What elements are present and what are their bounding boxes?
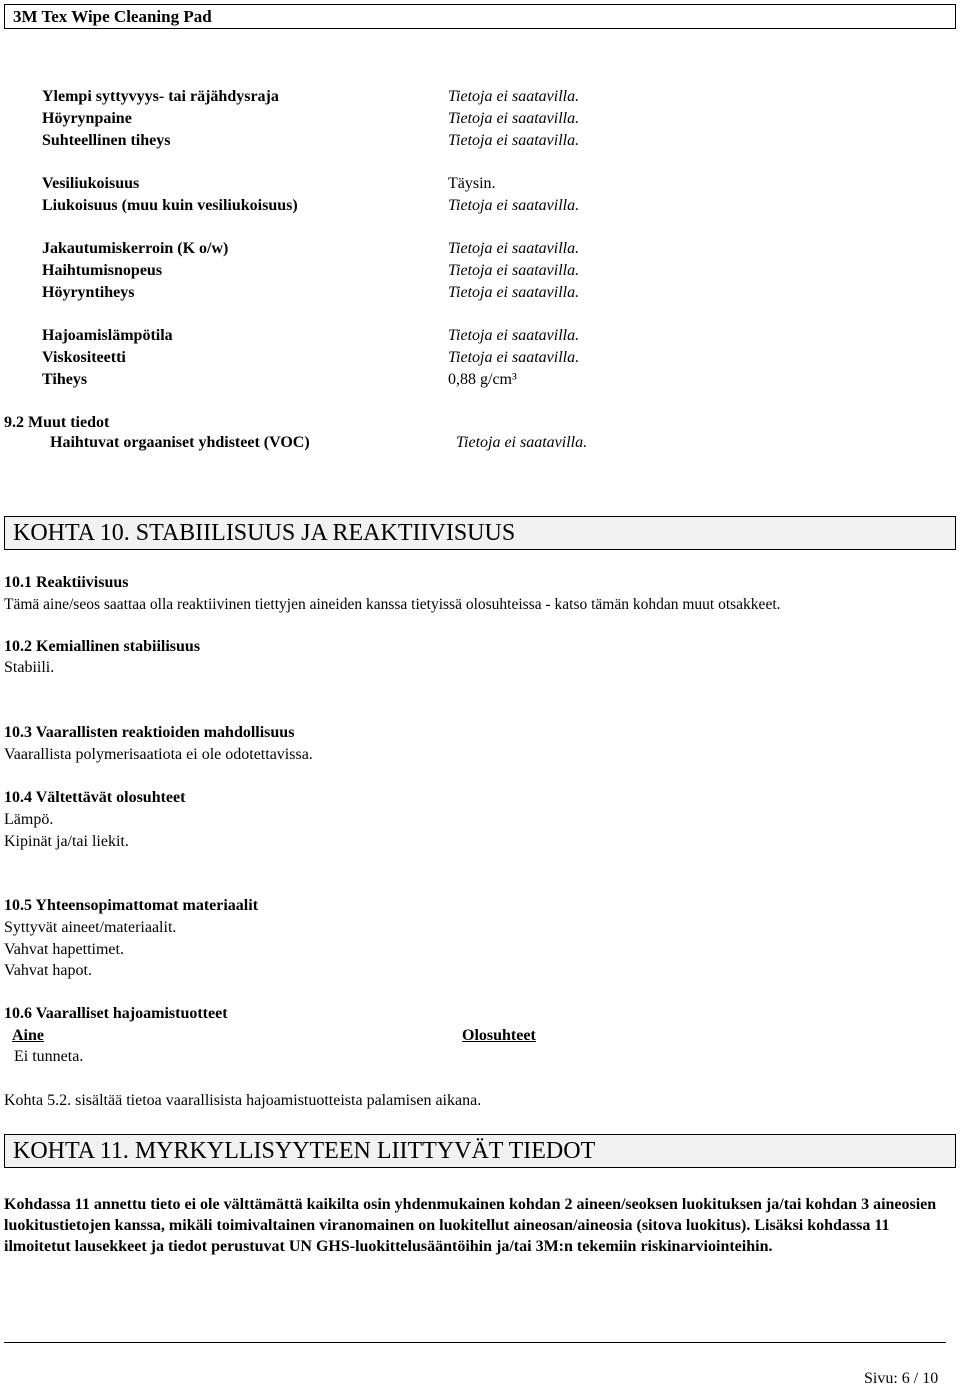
property-label: Vesiliukoisuus xyxy=(42,175,140,192)
decomposition-row: Ei tunneta. xyxy=(14,1048,84,1065)
property-value: Tietoja ei saatavilla. xyxy=(448,88,580,105)
property-label: Jakautumiskerroin (K o/w) xyxy=(42,240,229,257)
section-11-title: KOHTA 11. MYRKYLLISYYTEEN LIITTYVÄT TIEDOT xyxy=(13,1138,596,1164)
property-value: Tietoja ei saatavilla. xyxy=(448,197,580,214)
subsection-heading-9-2: 9.2 Muut tiedot xyxy=(4,414,110,431)
section-10-title: KOHTA 10. STABIILISUUS JA REAKTIIVISUUS xyxy=(13,520,516,546)
section-11-header xyxy=(4,1134,956,1168)
condition-item: Lämpö. xyxy=(4,811,54,828)
material-item: Vahvat hapettimet. xyxy=(4,941,124,958)
property-value: Tietoja ei saatavilla. xyxy=(448,349,580,366)
footer-divider xyxy=(4,1342,946,1343)
material-item: Vahvat hapot. xyxy=(4,962,92,979)
property-label: Höyryntiheys xyxy=(42,284,135,301)
property-label: Suhteellinen tiheys xyxy=(42,132,171,149)
property-value: Tietoja ei saatavilla. xyxy=(448,327,580,344)
subsection-heading-10-2: 10.2 Kemiallinen stabiilisuus xyxy=(4,638,201,655)
page-number: Sivu: 6 / 10 xyxy=(864,1370,939,1387)
decomposition-note: Kohta 5.2. sisältää tietoa vaarallisista hajoamistuotteista palamisen aikana. xyxy=(4,1092,482,1109)
section-11-paragraph: Kohdassa 11 annettu tieto ei ole välttämättä kaikilta osin yhdenmukainen kohdan 2 aineen/seoksen luokituksen ja/tai kohdan 3 aineosien luokitustietojen kanssa, mikäli toimivaltainen viranomainen on luokitellut aineosan/aineosia (sitova luokitus). Lisäksi kohdassa 11 ilmoitetut lausekkeet ja tiedot perustuvat UN GHS-luokittelusääntöihin ja/tai 3M:n tekemiin riskinarviointeihin. xyxy=(4,1196,937,1255)
subsection-heading-10-6: 10.6 Vaaralliset hajoamistuotteet xyxy=(4,1005,228,1022)
property-label: Tiheys xyxy=(42,371,88,388)
property-value: Tietoja ei saatavilla. xyxy=(448,284,580,301)
subsection-heading-10-1: 10.1 Reaktiivisuus xyxy=(4,574,129,591)
property-value: Tietoja ei saatavilla. xyxy=(448,132,580,149)
column-header-conditions: Olosuhteet xyxy=(462,1027,536,1044)
hazardous-reactions-text: Vaarallista polymerisaatiota ei ole odotettavissa. xyxy=(4,746,313,763)
property-value: 0,88 g/cm³ xyxy=(448,371,517,388)
subsection-heading-10-3: 10.3 Vaarallisten reaktioiden mahdollisuus xyxy=(4,724,295,741)
property-value: Täysin. xyxy=(448,175,496,192)
property-value: Tietoja ei saatavilla. xyxy=(448,110,580,127)
stability-text: Stabiili. xyxy=(4,659,55,676)
section-10-header xyxy=(4,516,956,550)
subsection-heading-10-4: 10.4 Vältettävät olosuhteet xyxy=(4,789,186,806)
property-label: Viskositeetti xyxy=(42,349,126,366)
property-label: Liukoisuus (muu kuin vesiliukoisuus) xyxy=(42,197,298,214)
property-label: Höyrynpaine xyxy=(42,110,132,127)
column-header-substance: Aine xyxy=(12,1027,44,1044)
voc-value: Tietoja ei saatavilla. xyxy=(456,434,588,451)
subsection-heading-10-5: 10.5 Yhteensopimattomat materiaalit xyxy=(4,897,259,914)
condition-item: Kipinät ja/tai liekit. xyxy=(4,833,129,850)
document-title: 3M Tex Wipe Cleaning Pad xyxy=(13,7,212,26)
voc-label: Haihtuvat orgaaniset yhdisteet (VOC) xyxy=(50,434,310,451)
property-label: Hajoamislämpötila xyxy=(42,327,173,344)
property-value: Tietoja ei saatavilla. xyxy=(448,262,580,279)
property-label: Haihtumisnopeus xyxy=(42,262,163,279)
property-value: Tietoja ei saatavilla. xyxy=(448,240,580,257)
property-label: Ylempi syttyvyys- tai räjähdysraja xyxy=(42,88,279,105)
material-item: Syttyvät aineet/materiaalit. xyxy=(4,919,177,936)
document-header xyxy=(4,4,956,29)
reactivity-text: Tämä aine/seos saattaa olla reaktiivinen tiettyjen aineiden kanssa tietyissä olosuhteissa - katso tämän kohdan muut otsakkeet. xyxy=(4,596,781,613)
